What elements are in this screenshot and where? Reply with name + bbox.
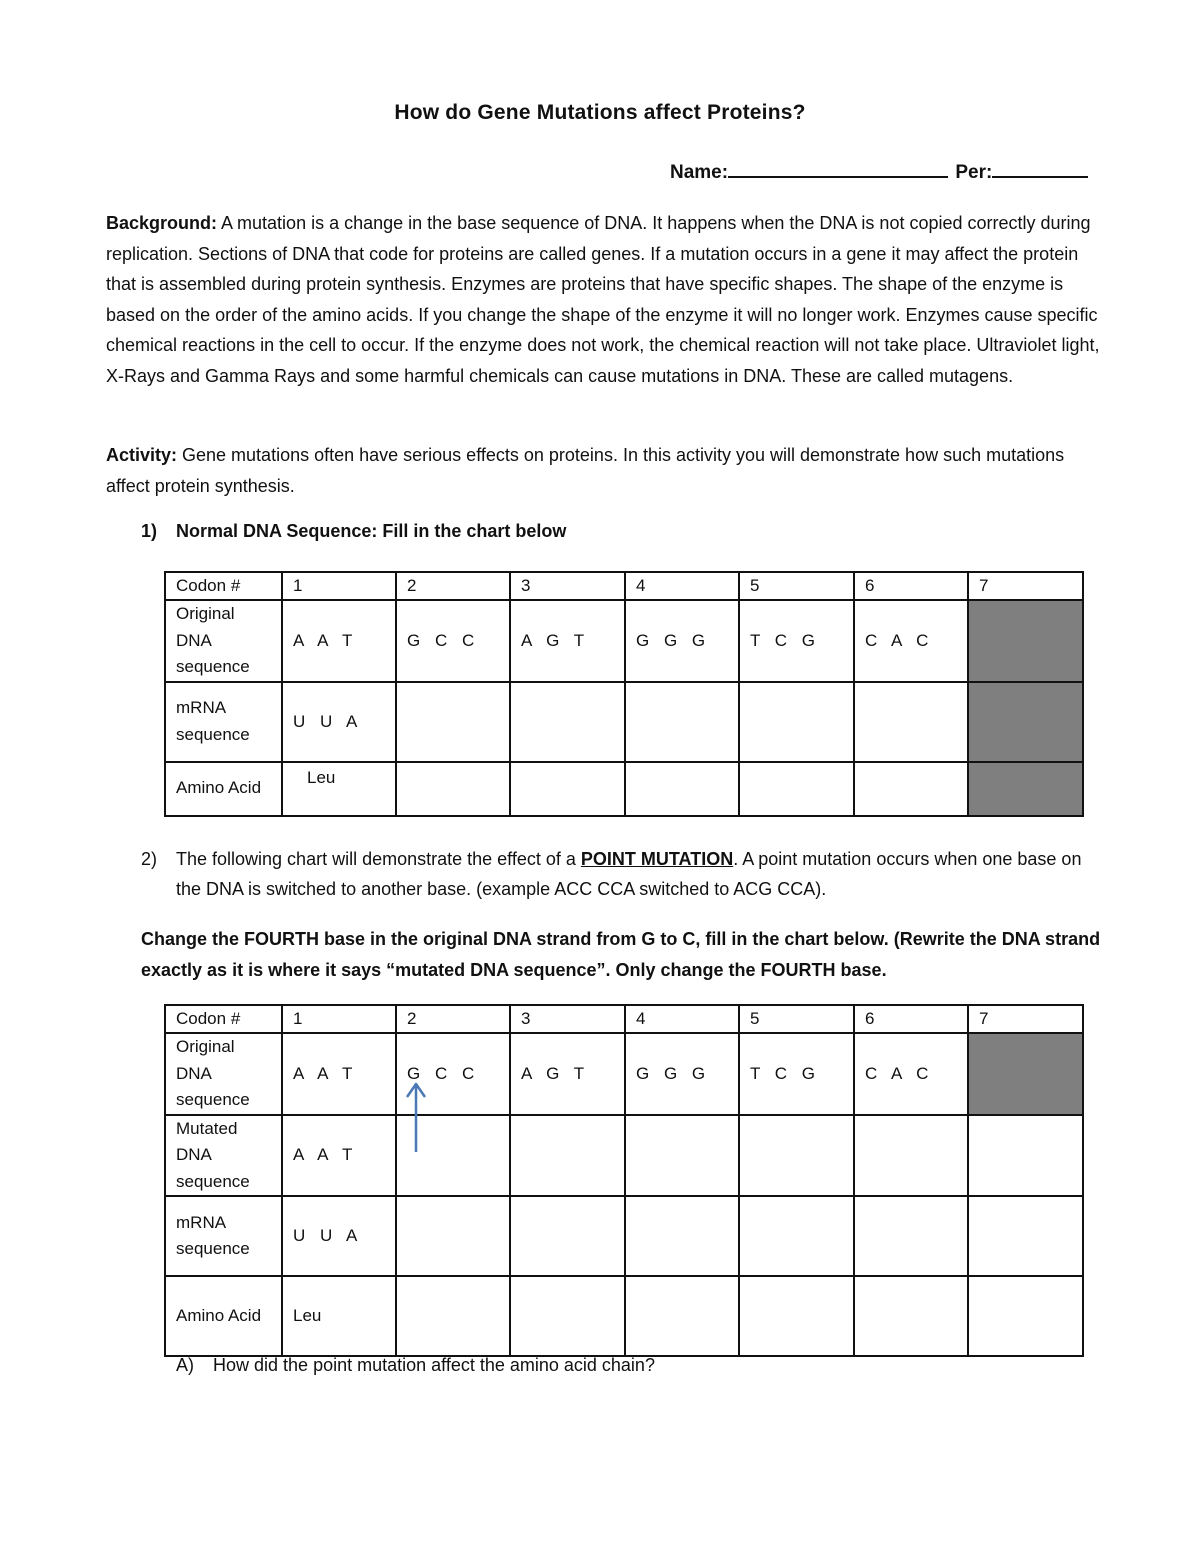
- header-cell: Codon #: [165, 1005, 282, 1033]
- point-mutation-term: POINT MUTATION: [580, 849, 734, 869]
- question-1-number: 1): [141, 521, 158, 541]
- row-label-mrna: mRNA sequence: [165, 1196, 282, 1276]
- question-1: [141, 521, 567, 542]
- header-cell: 7: [968, 572, 1083, 600]
- answer-cell[interactable]: [625, 1115, 739, 1197]
- question-1-text: Normal DNA Sequence: Fill in the chart below: [176, 521, 567, 541]
- answer-cell[interactable]: [739, 1196, 854, 1276]
- table-cell: A A T: [282, 1115, 396, 1197]
- answer-cell[interactable]: [510, 682, 625, 762]
- answer-cell[interactable]: [625, 762, 739, 816]
- name-per-line: [670, 158, 1088, 184]
- table-cell: G G G: [625, 1033, 739, 1115]
- instruction-text: Change the FOURTH base in the original DNA strand from G to C, fill in the chart below. (Rewrite the DNA strand exactly as it is where it says “mutated DNA sequence”. Only change the FOURTH base.: [141, 929, 1101, 980]
- header-cell: 1: [282, 572, 396, 600]
- table-row: [165, 1196, 1083, 1276]
- arrow-up-icon: [400, 1078, 432, 1154]
- subquestion-a-text: How did the point mutation affect the amino acid chain?: [213, 1355, 655, 1375]
- header-cell: 4: [625, 572, 739, 600]
- table-cell: Leu: [282, 1276, 396, 1356]
- header-cell: 5: [739, 572, 854, 600]
- answer-cell[interactable]: [510, 1115, 625, 1197]
- answer-cell[interactable]: [739, 1276, 854, 1356]
- question-2-text-after: . A point mutation occurs when one base on the DNA is switched to another base. (example ACC CCA switched to ACG CCA).: [176, 849, 1082, 899]
- table-cell: A A T: [282, 600, 396, 682]
- shaded-cell: [968, 600, 1083, 682]
- header-cell: 4: [625, 1005, 739, 1033]
- answer-cell[interactable]: [396, 1276, 510, 1356]
- header-cell: Codon #: [165, 572, 282, 600]
- table-cell: Leu: [282, 762, 396, 816]
- answer-cell[interactable]: [739, 682, 854, 762]
- table-header-row: [165, 1005, 1083, 1033]
- table-cell: A A T: [282, 1033, 396, 1115]
- normal-dna-chart: [164, 571, 1084, 817]
- header-cell: 3: [510, 572, 625, 600]
- table-cell: T C G: [739, 600, 854, 682]
- shaded-cell: [968, 1033, 1083, 1115]
- name-label: Name:: [670, 162, 729, 183]
- page-title: How do Gene Mutations affect Proteins?: [394, 101, 806, 124]
- name-field[interactable]: [728, 158, 948, 178]
- table-cell: A G T: [510, 1033, 625, 1115]
- answer-cell[interactable]: [396, 1196, 510, 1276]
- answer-cell[interactable]: [396, 762, 510, 816]
- row-label-mrna: mRNA sequence: [165, 682, 282, 762]
- table-cell: U U A: [282, 682, 396, 762]
- header-cell: 1: [282, 1005, 396, 1033]
- period-field[interactable]: [992, 158, 1088, 178]
- shaded-cell: [968, 762, 1083, 816]
- background-paragraph: [106, 208, 1106, 391]
- row-label-mutated-dna: Mutated DNA sequence: [165, 1115, 282, 1197]
- answer-cell[interactable]: [854, 1115, 968, 1197]
- answer-cell[interactable]: [625, 1276, 739, 1356]
- table-cell: G G G: [625, 600, 739, 682]
- answer-cell[interactable]: [510, 762, 625, 816]
- answer-cell[interactable]: [510, 1276, 625, 1356]
- per-label: Per:: [955, 162, 993, 183]
- subquestion-a: [176, 1355, 655, 1376]
- question-2-text-before: The following chart will demonstrate the effect of a: [176, 849, 581, 869]
- answer-cell[interactable]: [854, 762, 968, 816]
- subquestion-a-letter: A): [176, 1355, 194, 1375]
- row-label-amino-acid: Amino Acid: [165, 1276, 282, 1356]
- header-cell: 2: [396, 572, 510, 600]
- answer-cell[interactable]: [396, 682, 510, 762]
- answer-cell[interactable]: [625, 682, 739, 762]
- row-label-original-dna: Original DNA sequence: [165, 600, 282, 682]
- header-cell: 5: [739, 1005, 854, 1033]
- answer-cell[interactable]: [854, 1276, 968, 1356]
- table-header-row: [165, 572, 1083, 600]
- background-text: A mutation is a change in the base sequence of DNA. It happens when the DNA is not copied correctly during replication. Sections of DNA that code for proteins are called genes. If a mutation occurs in a gene it may affect the protein that is assembled during protein synthesis. Enzymes are proteins that have specific shapes. The shape of the enzyme is based on the order of the amino acids. If you change the shape of the enzyme it will no longer work. Enzymes cause specific chemical reactions in the cell to occur. If the enzyme does not work, the chemical reaction will not take place. Ultraviolet light, X-Rays and Gamma Rays and some harmful chemicals can cause mutations in DNA. These are called mutagens.: [106, 213, 1100, 386]
- activity-text: Gene mutations often have serious effects on proteins. In this activity you will demonstrate how such mutations affect protein synthesis.: [106, 445, 1065, 496]
- question-2: [141, 844, 1101, 899]
- row-label-amino-acid: Amino Acid: [165, 762, 282, 816]
- table-row: [165, 682, 1083, 762]
- header-cell: 6: [854, 572, 968, 600]
- table-row: [165, 1115, 1083, 1197]
- answer-cell[interactable]: [510, 1196, 625, 1276]
- shaded-cell: [968, 682, 1083, 762]
- answer-cell[interactable]: [739, 1115, 854, 1197]
- answer-cell[interactable]: [968, 1115, 1083, 1197]
- table-cell: G C C: [396, 600, 510, 682]
- table-row: [165, 1276, 1083, 1356]
- answer-cell[interactable]: [854, 682, 968, 762]
- table-cell: U U A: [282, 1196, 396, 1276]
- table-cell: C A C: [854, 600, 968, 682]
- table-cell: T C G: [739, 1033, 854, 1115]
- answer-cell[interactable]: [854, 1196, 968, 1276]
- answer-cell[interactable]: [968, 1276, 1083, 1356]
- question-2-text: [176, 844, 1096, 904]
- header-cell: 3: [510, 1005, 625, 1033]
- answer-cell[interactable]: [625, 1196, 739, 1276]
- table-cell: G C C: [396, 1033, 510, 1115]
- answer-cell[interactable]: [968, 1196, 1083, 1276]
- header-cell: 6: [854, 1005, 968, 1033]
- table-cell: A G T: [510, 600, 625, 682]
- table-row: [165, 1033, 1083, 1115]
- header-cell: 7: [968, 1005, 1083, 1033]
- table-cell: C A C: [854, 1033, 968, 1115]
- question-2-number: 2): [141, 849, 158, 869]
- background-label: Background:: [106, 213, 218, 233]
- activity-label: Activity:: [106, 445, 178, 465]
- point-mutation-chart: [164, 1004, 1084, 1357]
- activity-paragraph: [106, 440, 1106, 501]
- row-label-original-dna: Original DNA sequence: [165, 1033, 282, 1115]
- answer-cell[interactable]: [739, 762, 854, 816]
- header-cell: 2: [396, 1005, 510, 1033]
- table-row: [165, 762, 1083, 816]
- table-row: [165, 600, 1083, 682]
